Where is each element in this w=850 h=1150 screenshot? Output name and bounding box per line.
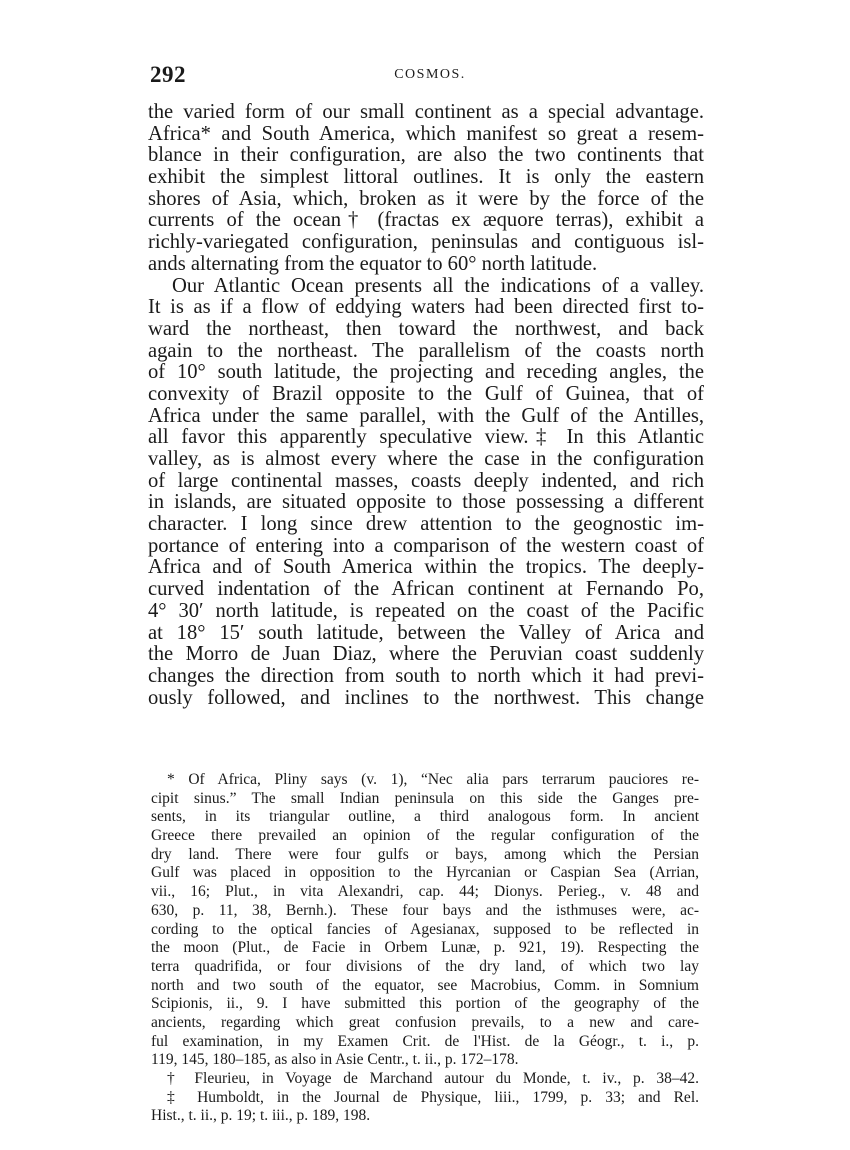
footnote-line: Scipionis, ii., 9. I have submitted this portion of the geography of the bbox=[151, 995, 699, 1013]
page-header bbox=[150, 62, 700, 92]
main-text bbox=[148, 102, 704, 709]
footnote-line: north and two south of the equator, see Macrobius, Comm. in Somnium bbox=[151, 976, 699, 994]
body-line: valley, as is almost every where the case in the configuration bbox=[148, 448, 704, 470]
body-line: the varied form of our small continent as a special advantage. bbox=[148, 101, 704, 123]
footnote-line: ancients, regarding which great confusion prevails, to a new and care- bbox=[151, 1013, 699, 1031]
body-line: in islands, are situated opposite to those possessing a different bbox=[148, 491, 704, 514]
body-line: 4° 30′ north latitude, is repeated on the coast of the Pacific bbox=[148, 599, 704, 622]
footnote-line: vii., 16; Plut., in vita Alexandri, cap. 44; Dionys. Perieg., v. 48 and bbox=[151, 883, 699, 901]
body-line: ands alternating from the equator to 60° north latitude. bbox=[148, 252, 598, 275]
body-line: again to the northeast. The parallelism of the coasts north bbox=[148, 339, 704, 362]
footnote-line: Hist., t. ii., p. 19; t. iii., p. 189, 198. bbox=[151, 1107, 371, 1125]
body-line: blance in their configuration, are also the two continents that bbox=[148, 144, 704, 167]
footnote-line: 630, p. 11, 38, Bernh.). These four bays and the isthmuses were, ac- bbox=[151, 901, 699, 919]
body-line: changes the direction from south to north which it had previ- bbox=[148, 664, 704, 687]
body-line: Our Atlantic Ocean presents all the indications of a valley. bbox=[172, 274, 704, 297]
footnotes bbox=[151, 771, 699, 1126]
footnote-line: ‡ Humboldt, in the Journal de Physique, liii., 1799, p. 33; and Rel. bbox=[167, 1088, 699, 1106]
body-line: shores of Asia, which, broken as it were by the force of the bbox=[148, 187, 704, 210]
body-line: all favor this apparently speculative view.‡ In this Atlantic bbox=[148, 426, 704, 449]
body-line: ward the northeast, then toward the northwest, and back bbox=[148, 317, 704, 340]
footnote-line: ful examination, in my Examen Crit. de l'Hist. de la Géogr., t. i., p. bbox=[151, 1032, 699, 1050]
page-number: 292 bbox=[150, 62, 186, 87]
footnote-line: sents, in its triangular outline, a third analogous form. In ancient bbox=[151, 808, 699, 826]
footnote-line: cipit sinus.” The small Indian peninsula on this side the Ganges pre- bbox=[151, 789, 699, 807]
footnote-line: * Of Africa, Pliny says (v. 1), “Nec alia pars terrarum pauciores re- bbox=[167, 771, 699, 788]
body-line: richly-variegated configuration, peninsulas and contiguous isl- bbox=[148, 231, 704, 254]
body-line: exhibit the simplest littoral outlines. It is only the eastern bbox=[148, 166, 704, 189]
footnote-line: the moon (Plut., de Facie in Orbem Lunæ, p. 921, 19). Respecting the bbox=[151, 939, 699, 957]
body-line: portance of entering into a comparison of the western coast of bbox=[148, 534, 704, 557]
footnote-line: Gulf was placed in opposition to the Hyrcanian or Caspian Sea (Arrian, bbox=[151, 864, 699, 882]
body-line: currents of the ocean† (fractas ex æquore terras), exhibit a bbox=[148, 209, 704, 232]
body-line: curved indentation of the African continent at Fernando Po, bbox=[148, 578, 704, 601]
footnote-line: cording to the optical fancies of Agesianax, supposed to be reflected in bbox=[151, 920, 699, 938]
body-line: Africa under the same parallel, with the Gulf of the Antilles, bbox=[148, 404, 704, 427]
body-line: of large continental masses, coasts deeply indented, and rich bbox=[148, 469, 704, 492]
footnote-line: 119, 145, 180–185, as also in Asie Centr., t. ii., p. 172–178. bbox=[151, 1051, 519, 1069]
footnote-line: terra quadrifida, or four divisions of the dry land, of which two lay bbox=[151, 957, 699, 975]
footnote-line: Greece there prevailed an opinion of the regular configuration of the bbox=[151, 827, 699, 845]
body-line: the Morro de Juan Diaz, where the Peruvian coast suddenly bbox=[148, 643, 704, 666]
body-line: Africa* and South America, which manifest so great a resem- bbox=[148, 122, 704, 145]
body-line: at 18° 15′ south latitude, between the Valley of Arica and bbox=[148, 621, 704, 644]
body-line: convexity of Brazil opposite to the Gulf of Guinea, that of bbox=[148, 382, 704, 405]
footnote-line: † Fleurieu, in Voyage de Marchand autour du Monde, t. iv., p. 38–42. bbox=[167, 1070, 699, 1087]
running-title: COSMOS. bbox=[394, 67, 466, 82]
body-line: ously followed, and inclines to the northwest. This change bbox=[148, 686, 704, 709]
body-line: Africa and of South America within the tropics. The deeply- bbox=[148, 556, 704, 579]
body-line: character. I long since drew attention to the geognostic im- bbox=[148, 513, 704, 536]
body-line: of 10° south latitude, the projecting and receding angles, the bbox=[148, 361, 704, 384]
body-line: It is as if a flow of eddying waters had been directed first to- bbox=[148, 296, 704, 319]
footnote-line: dry land. There were four gulfs or bays, among which the Persian bbox=[151, 845, 699, 863]
